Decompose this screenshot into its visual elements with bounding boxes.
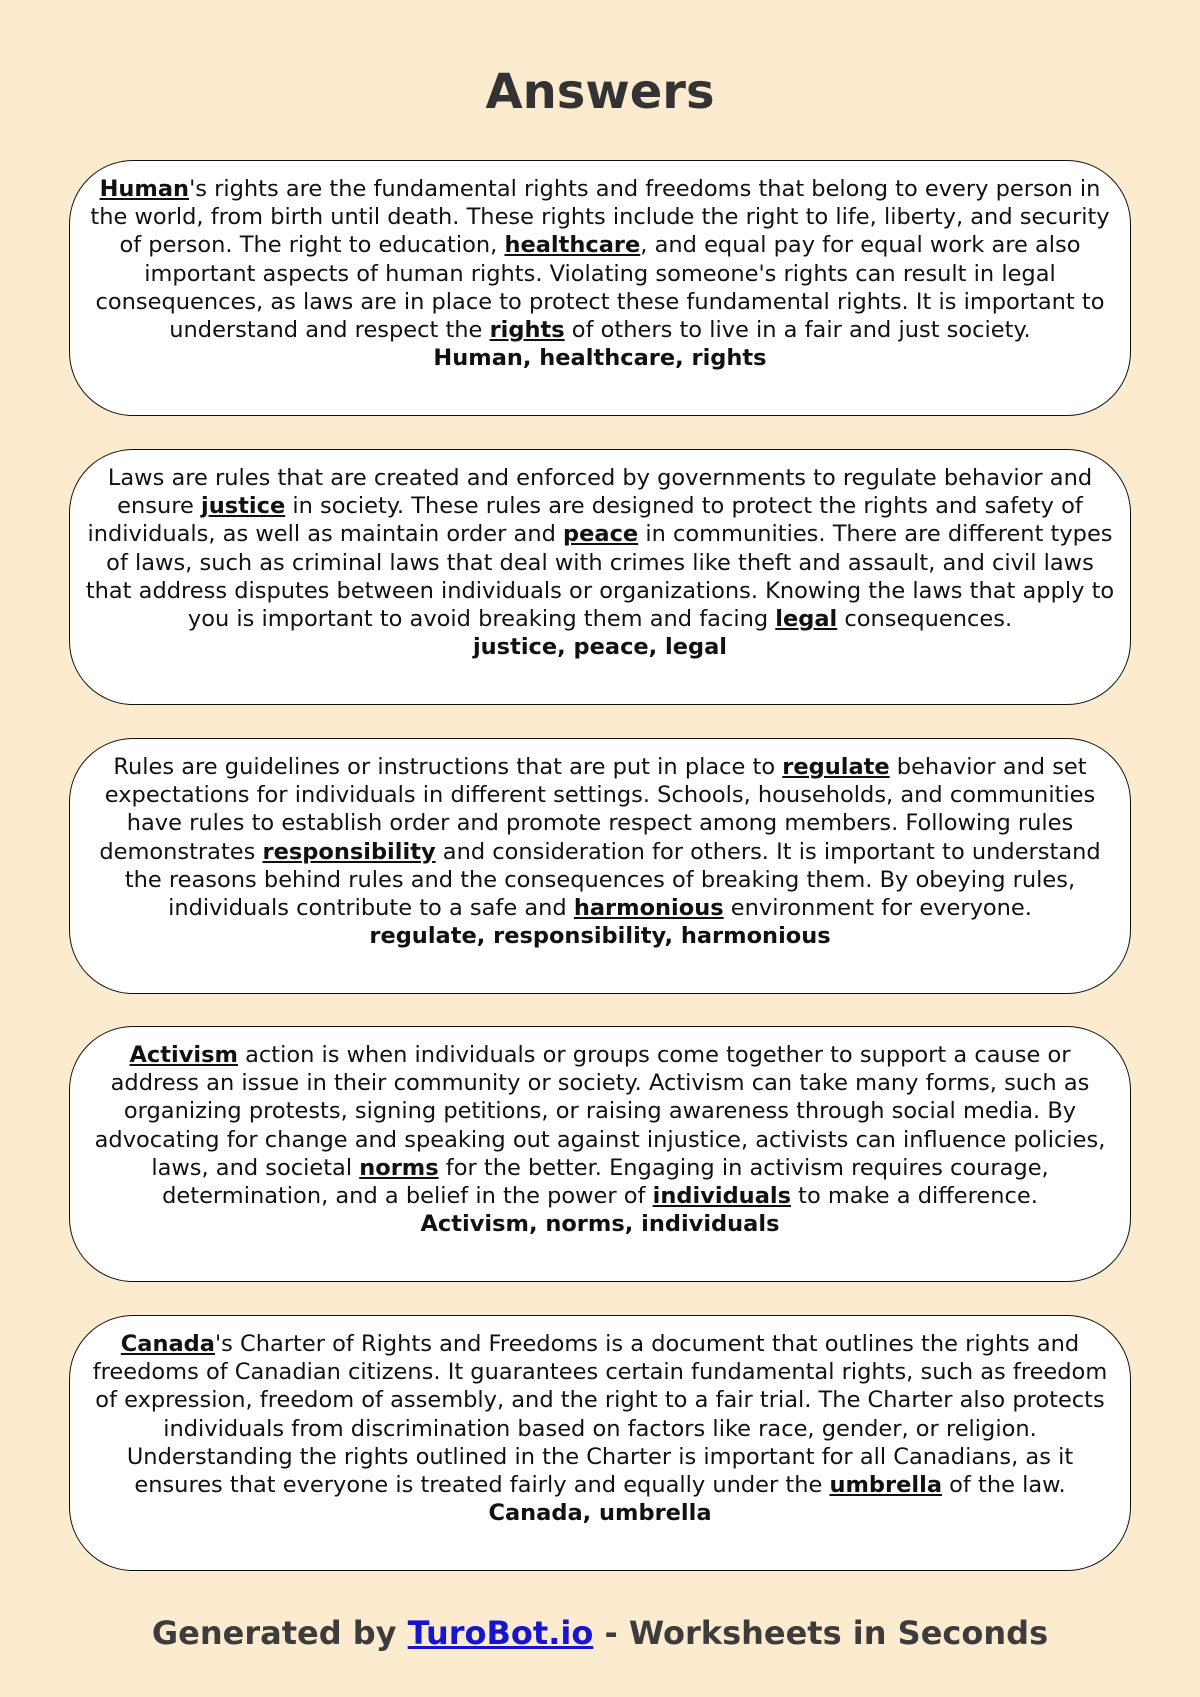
answer-card-1 [69,160,1131,416]
answer-card-4 [69,1026,1131,1282]
answer-card-2 [69,449,1131,705]
keyword: regulate [782,754,890,780]
turobot-link[interactable]: TuroBot.io [407,1614,594,1652]
answer-key: Human, healthcare, rights [433,345,767,372]
paragraph-text: of the law. [942,1472,1066,1499]
card-paragraph [84,175,1116,344]
card-paragraph [84,1330,1116,1499]
keyword: Canada [120,1331,215,1357]
paragraph-text: 's Charter of Rights and Freedoms is a document that outlines the rights and freedoms of Canadian citizens. It guarantees certain fundamental rights, such as freedom of expression, freedom of assembly, and the right to a fair trial. The Charter also protects individuals from discrimination based on factors like race, gender, or religion. Understanding the rights outlined in the Charter is important for all Canadians, as it ensures that everyone is treated fairly and equally under the [92,1331,1108,1499]
keyword: norms [359,1154,439,1181]
keyword: healthcare [504,232,641,259]
footer-suffix: - Worksheets in Seconds [593,1614,1049,1652]
keyword: justice [201,493,286,520]
keyword: Activism [129,1042,238,1068]
answer-card-3 [69,738,1131,994]
paragraph-text: Laws are rules that are created and enforced by governments to regulate behavior and ensure [107,465,1093,520]
paragraph-text: and consideration for others. It is important to understand the reasons behind rules and the consequences of breaking them. By obeying rules, individuals contribute to a safe and [124,838,1101,922]
paragraph-text: environment for everyone. [723,895,1032,922]
keyword: umbrella [829,1472,943,1499]
page-title: Answers [485,64,715,120]
answer-key: justice, peace, legal [472,634,728,661]
paragraph-text: action is when individuals or groups come together to support a cause or address an issue in their community or society. Activism can take many forms, such as organizing protests, signing petitions, or raising awareness through social media. By advocating for change and speaking out against injustice, activists can influence policies, laws, and societal [94,1042,1106,1181]
card-paragraph [84,753,1116,922]
paragraph-text: consequences. [837,606,1013,633]
keyword: harmonious [573,895,724,922]
footer [0,1614,1200,1652]
keyword: peace [563,521,639,548]
paragraph-text: 's rights are the fundamental rights and freedoms that belong to every person in the world, from birth until death. These rights include the right to life, liberty, and security of person. The right to education, [90,176,1110,259]
answer-key: Activism, norms, individuals [420,1211,780,1238]
keyword: responsibility [262,838,436,865]
keyword: rights [489,317,565,344]
answer-key: regulate, responsibility, harmonious [369,923,831,950]
paragraph-text: for the better. Engaging in activism requires courage, determination, and a belief in the power of [162,1154,1049,1210]
paragraph-text: Rules are guidelines or instructions that are put in place to [113,754,783,780]
paragraph-text: , and equal pay for equal work are also important aspects of human rights. Violating someone's rights can result in legal consequences, as laws are in place to protect these fundamental rights. It is important to understand and respect the [95,232,1105,344]
keyword: legal [775,606,838,633]
paragraph-text: in society. These rules are designed to protect the rights and safety of individuals, as well as maintain order and [87,493,1083,548]
paragraph-text: in communities. There are different types of laws, such as criminal laws that deal with crimes like theft and assault, and civil laws that address disputes between individuals or organizations. Knowing the laws that apply to you is important to avoid breaking them and facing [85,521,1115,633]
card-paragraph [84,1041,1116,1210]
answer-key: Canada, umbrella [488,1500,712,1527]
paragraph-text: to make a difference. [790,1183,1038,1210]
keyword: individuals [652,1183,791,1210]
paragraph-text: behavior and set expectations for individuals in different settings. Schools, households, and communities have rules to establish order and promote respect among members. Following rules demonstrates [99,754,1096,865]
keyword: Human [99,176,190,202]
paragraph-text: of others to live in a fair and just society. [564,317,1031,344]
answer-card-5 [69,1315,1131,1571]
footer-prefix: Generated by [151,1614,408,1652]
card-paragraph [84,464,1116,633]
